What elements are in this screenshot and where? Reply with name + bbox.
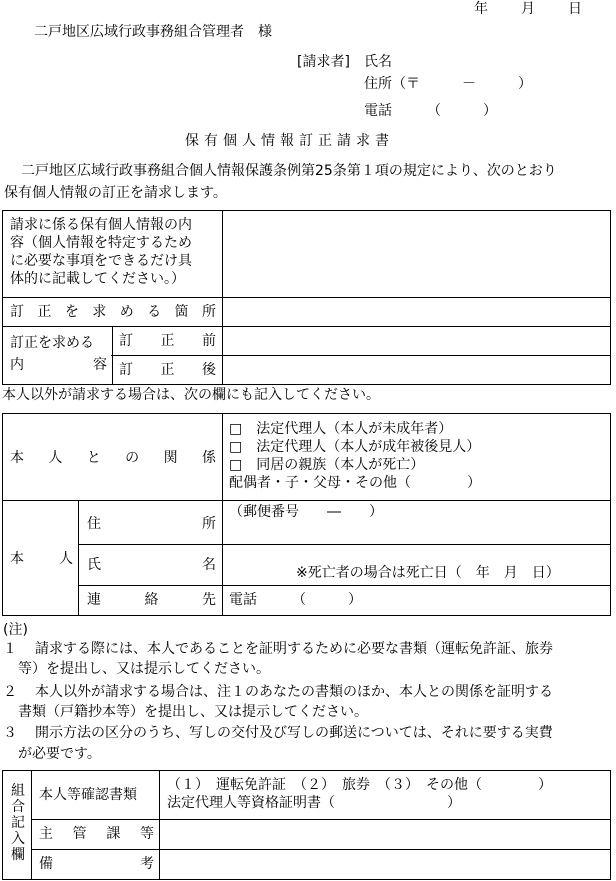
date-month: 月 [521,1,535,17]
requester-label: [請求者] [297,54,350,70]
id-docs-label: 本人等確認書類 [39,787,137,803]
remarks-label: 備 考 [39,856,154,872]
office-use-side-label: 組 合 記 入 欄 [11,783,25,863]
intro-line-1: 二戸地区広域行政事務組合個人情報保護条例第25条第１項の規定により、次のとおり [21,163,557,179]
addressee: 二戸地区広域行政事務組合管理者 様 [34,24,272,40]
dept-input[interactable] [160,820,610,849]
after-input[interactable] [223,356,610,384]
content-input[interactable] [223,211,610,297]
note-3-line2: が必要です。 [18,746,101,762]
note-2-num: ２ [3,684,17,700]
location-input[interactable] [223,298,610,326]
person-address-value[interactable]: （郵便番号 ― ） [229,504,383,520]
content-label: 請求に係る保有個人情報の内 容（個人情報を特定するため に必要な事項をできるだけ具 体的に記載してください。） [10,217,192,287]
correction-content-label-top: 訂正を求める [10,335,94,351]
person-contact-value[interactable]: 電話 （ ） [229,592,362,608]
dept-label: 主 管 課 等 [39,826,154,842]
person-contact-label: 連 絡 先 [87,592,216,608]
relation-option-relative[interactable]: □ 同居の親族（本人が死亡） [229,457,425,473]
after-label: 訂 正 後 [119,362,216,378]
note-2-line1: 本人以外が請求する場合は、注１のあなたの書類のほか、本人との関係を証明する [35,684,553,700]
note-3-line1: 開示方法の区分のうち、写しの交付及び写しの郵送については、それに要する実費 [35,725,553,741]
date-day: 日 [568,1,582,17]
note-1-line2: 等）を提出し、又は提示してください。 [18,661,270,677]
note-1-line1: 請求する際には、本人であることを証明するために必要な書類（運転免許証、旅券 [35,641,553,657]
note-2-line2: 書類（戸籍抄本等）を提出し、又は提示してください。 [18,704,368,720]
person-address-label: 住 所 [87,516,216,532]
office-use-table [2,770,611,880]
relation-option-family[interactable]: 配偶者・子・父母・その他（ ） [229,475,481,491]
relation-options[interactable] [229,420,481,492]
correction-content-label-bottom: 内 容 [10,357,107,373]
proxy-table [2,413,611,616]
note-3-num: ３ [3,725,17,741]
requester-address-label: 住所（〒 － ） [364,76,532,92]
date-line [474,2,582,16]
correction-table [2,210,611,385]
relation-option-minor[interactable]: □ 法定代理人（本人が未成年者） [229,421,453,437]
location-label: 訂 正 を 求 め る 箇 所 [10,304,216,320]
person-label: 本 人 [10,551,73,567]
requester-name-label: 氏名 [364,54,392,70]
death-date-note: ※死亡者の場合は死亡日（ 年 月 日） [296,565,560,581]
before-input[interactable] [223,327,610,355]
notes-heading: (注) [3,622,28,638]
relation-option-ward[interactable]: □ 法定代理人（本人が成年被後見人） [229,439,481,455]
note-1-num: １ [3,641,17,657]
remarks-input[interactable] [160,850,610,879]
date-year: 年 [474,1,488,17]
relation-label: 本 人 と の 関 係 [10,450,216,466]
requester-phone-label: 電話 （ ） [364,103,497,119]
person-name-label: 氏 名 [87,557,216,573]
intro-line-2: 保有個人情報の訂正を請求します。 [4,185,227,201]
proxy-note: 本人以外が請求する場合は、次の欄にも記入してください。 [2,387,380,403]
before-label: 訂 正 前 [119,333,216,349]
page-title: 保有個人情報訂正請求書 [185,133,394,149]
id-docs-options: （１） 運転免許証 （２） 旅券 （３） その他（ ） 法定代理人等資格証明書（ ） [167,777,552,811]
